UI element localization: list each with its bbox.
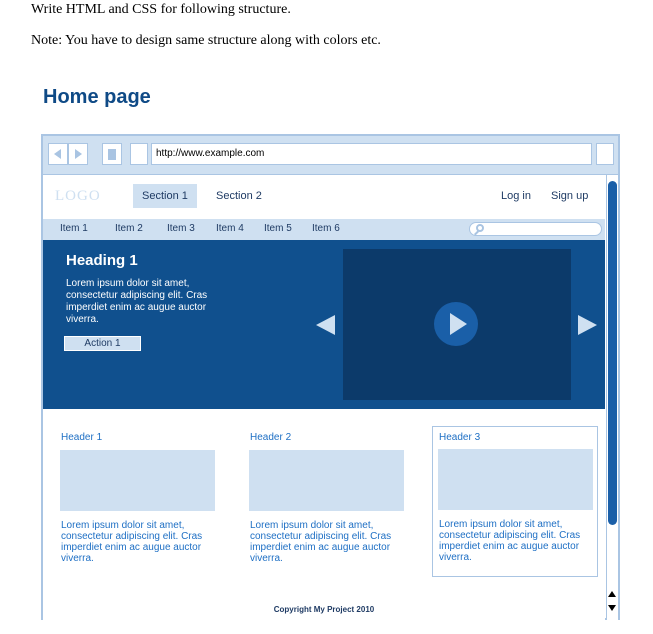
hero-banner (43, 240, 605, 409)
scroll-down-arrow-icon[interactable] (608, 605, 616, 611)
nav-item-3[interactable]: Item 3 (167, 223, 195, 234)
search-icon (476, 224, 484, 232)
nav-item-5[interactable]: Item 5 (264, 223, 292, 234)
footer-copyright: Copyright My Project 2010 (273, 605, 375, 614)
content-column-3 (432, 426, 598, 577)
column-image-3 (438, 449, 593, 510)
tab-section-1[interactable]: Section 1 (133, 184, 197, 208)
instruction-line-2: Note: You have to design same structure along with colors etc. (31, 33, 381, 48)
content-column-1 (55, 427, 219, 576)
browser-menu-button[interactable] (596, 143, 614, 165)
scroll-up-arrow-icon[interactable] (608, 591, 616, 597)
play-icon (450, 313, 467, 335)
nav-bar (43, 219, 605, 240)
carousel-next-icon[interactable] (578, 315, 597, 335)
page-title: Home page (43, 86, 151, 108)
address-bar[interactable]: http://www.example.com (151, 143, 592, 165)
carousel-prev-icon[interactable] (316, 315, 335, 335)
home-icon (108, 149, 116, 160)
site-logo[interactable]: LOGO (55, 188, 101, 204)
forward-arrow-icon (75, 149, 82, 159)
web-page (43, 175, 605, 620)
signup-link[interactable]: Sign up (551, 190, 589, 202)
column-text-2: Lorem ipsum dolor sit amet, consectetur adipiscing elit. Cras imperdiet enim ac augue auctor viverra. (250, 520, 392, 564)
instruction-line-1: Write HTML and CSS for following structure. (31, 2, 291, 17)
column-header-3[interactable]: Header 3 (439, 432, 481, 443)
url-favicon-box (130, 143, 148, 165)
column-image-1 (60, 450, 215, 511)
content-column-2 (244, 427, 408, 576)
column-header-2[interactable]: Header 2 (250, 432, 292, 443)
search-input[interactable] (469, 222, 602, 236)
play-button[interactable] (434, 302, 478, 346)
column-image-2 (249, 450, 404, 511)
hero-text: Lorem ipsum dolor sit amet, consectetur adipiscing elit. Cras imperdiet enim ac augue auctor viverra. (66, 278, 208, 325)
nav-item-6[interactable]: Item 6 (312, 223, 340, 234)
login-link[interactable]: Log in (501, 190, 531, 202)
back-button[interactable] (48, 143, 68, 165)
browser-toolbar (43, 136, 618, 175)
action-button[interactable]: Action 1 (64, 336, 141, 351)
nav-item-1[interactable]: Item 1 (60, 223, 88, 234)
column-text-1: Lorem ipsum dolor sit amet, consectetur adipiscing elit. Cras imperdiet enim ac augue auctor viverra. (61, 520, 203, 564)
column-header-1[interactable]: Header 1 (61, 432, 103, 443)
browser-window (41, 134, 620, 620)
column-text-3: Lorem ipsum dolor sit amet, consectetur adipiscing elit. Cras imperdiet enim ac augue auctor viverra. (439, 519, 581, 563)
nav-item-4[interactable]: Item 4 (216, 223, 244, 234)
scrollbar-thumb[interactable] (608, 181, 617, 525)
tab-section-2[interactable]: Section 2 (216, 190, 262, 202)
video-player[interactable] (343, 249, 571, 400)
back-arrow-icon (54, 149, 61, 159)
hero-heading: Heading 1 (66, 252, 138, 269)
nav-item-2[interactable]: Item 2 (115, 223, 143, 234)
forward-button[interactable] (68, 143, 88, 165)
home-button[interactable] (102, 143, 122, 165)
vertical-scrollbar[interactable] (606, 175, 618, 620)
